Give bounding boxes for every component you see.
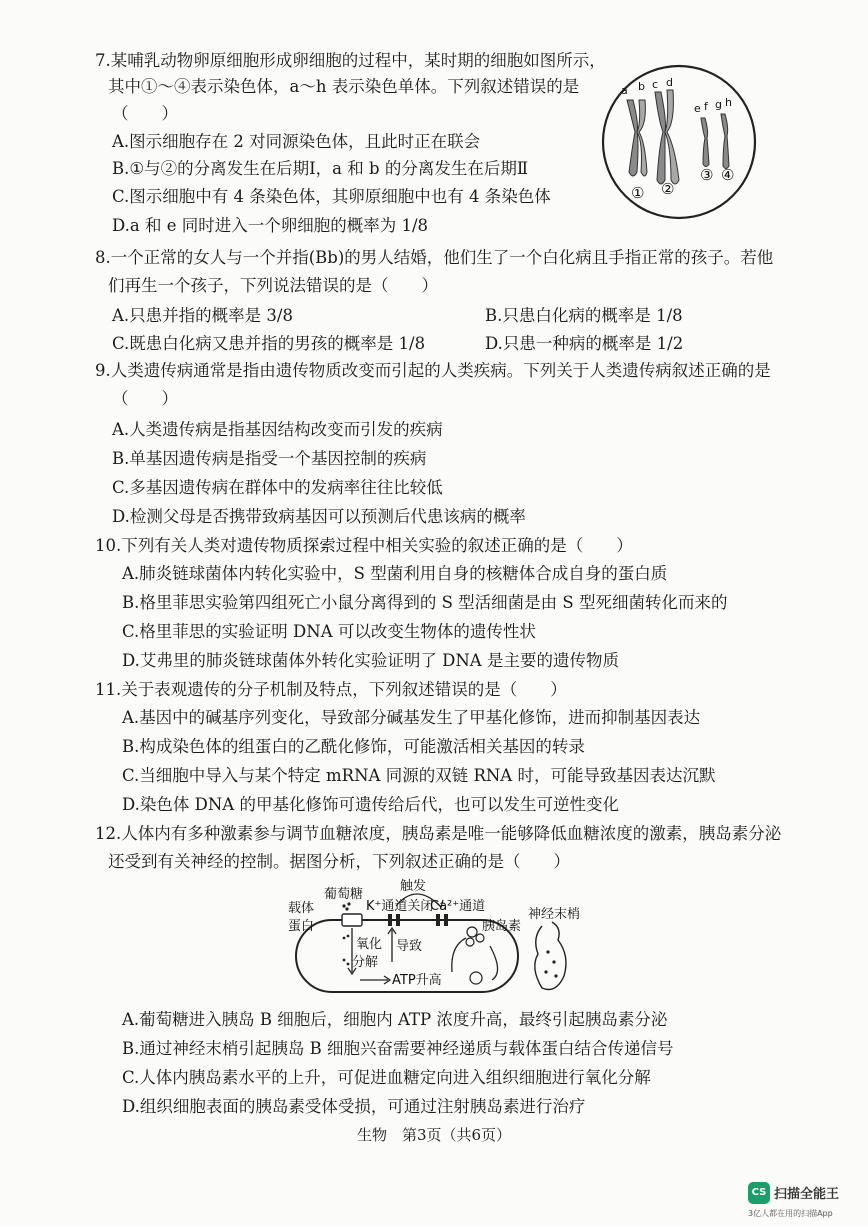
cause-label: 导致 [396,939,423,954]
chromosome-label-1: ① [631,184,645,202]
cs-logo-icon: CS [748,1182,770,1204]
q10-stem: 10.下列有关人类对遗传物质探索过程中相关实验的叙述正确的是（ ） [95,536,633,555]
q8-stem-line-1: 8.一个正常的女人与一个并指(Bb)的男人结婚，他们生了一个白化病且手指正常的孩子。若他 [95,248,774,267]
carrier-label-1: 载体 [288,901,315,916]
chromatid-label-a: a [621,84,628,97]
chromosome-label-2: ② [661,180,675,198]
q7-answer-paren: （ ） [112,104,178,123]
chromatid-label-h: h [725,96,732,109]
q7-stem-line-1: 7.某哺乳动物卵原细胞形成卵细胞的过程中，某时期的细胞如图所示， [95,51,606,70]
q12-option-b: B.通过神经末梢引起胰岛 B 细胞兴奋需要神经递质与载体蛋白结合传递信号 [122,1039,674,1058]
ca-channel [436,914,440,926]
q7-option-a: A.图示细胞存在 2 对同源染色体，且此时正在联会 [112,132,481,151]
carrier-protein [342,914,362,926]
q9-stem-line-1: 9.人类遗传病通常是指由遗传物质改变而引起的人类疾病。下列关于人类遗传病叙述正确的是 [95,361,771,380]
oxidation-label-1: 氧化 [356,937,383,952]
q7-option-b: B.①与②的分离发生在后期Ⅰ，a 和 b 的分离发生在后期Ⅱ [112,159,529,178]
q8-option-a: A.只患并指的概率是 3/8 [112,306,293,325]
page-footer: 生物 第3页（共6页） [356,1126,512,1144]
q7-chromosome-figure [597,62,762,222]
q11-option-b: B.构成染色体的组蛋白的乙酰化修饰，可能激活相关基因的转录 [122,737,585,756]
chromosome-label-3: ③ [700,166,714,184]
q10-option-b: B.格里菲思实验第四组死亡小鼠分离得到的 S 型活细菌是由 S 型死细菌转化而来的 [122,593,728,612]
q11-option-c: C.当细胞中导入与某个特定 mRNA 同源的双链 RNA 时，可能导致基因表达沉默 [122,766,716,785]
q12-stem-line-1: 12.人体内有多种激素参与调节血糖浓度，胰岛素是唯一能够降低血糖浓度的激素，胰岛素分泌 [95,824,782,843]
nerve-ending [535,922,566,990]
insulin-label: 胰岛素 [482,919,522,934]
chromatid-label-b: b [638,80,645,93]
chromosome-label-4: ④ [721,166,735,184]
scanner-name: 扫描全能王 [774,1187,840,1202]
q12-insulin-figure [280,876,620,1004]
q12-option-d: D.组织细胞表面的胰岛素受体受损，可通过注射胰岛素进行治疗 [122,1097,586,1116]
q10-option-c: C.格里菲思的实验证明 DNA 可以改变生物体的遗传性状 [122,622,536,641]
q11-stem: 11.关于表观遗传的分子机制及特点，下列叙述错误的是（ ） [95,680,567,699]
scanner-slogan: 3亿人都在用的扫描App [748,1209,833,1218]
oxidation-label-2: 分解 [352,955,379,970]
chromatid-label-e: e [694,102,701,115]
glucose-dots [342,902,350,965]
chromatid-label-f: f [704,100,708,113]
q11-option-d: D.染色体 DNA 的甲基化修饰可遗传给后代，也可以发生可逆性变化 [122,795,619,814]
glucose-label: 葡萄糖 [324,887,364,902]
chromatid-label-c: c [652,78,659,91]
q10-option-a: A.肺炎链球菌体内转化实验中，S 型菌利用自身的核糖体合成自身的蛋白质 [122,564,668,583]
chromatid-label-d: d [666,76,673,89]
q8-stem-line-2: 们再生一个孩子，下列说法错误的是（ ） [108,276,438,295]
q8-option-d: D.只患一种病的概率是 1/2 [485,334,684,353]
atp-label: ATP升高 [392,973,442,988]
scanner-badge [748,1182,860,1224]
q7-stem-line-2: 其中①～④表示染色体，a～h 表示染色单体。下列叙述错误的是 [108,77,580,96]
q9-option-b: B.单基因遗传病是指受一个基因控制的疾病 [112,449,427,468]
q9-answer-paren: （ ） [112,389,178,408]
trigger-label: 触发 [400,879,427,894]
q7-option-c: C.图示细胞中有 4 条染色体，其卵原细胞中也有 4 条染色体 [112,187,551,206]
insulin-vesicles [466,927,484,984]
k-channel-label: K⁺通道关闭 [366,899,434,914]
q12-option-c: C.人体内胰岛素水平的上升，可促进血糖定向进入组织细胞进行氧化分解 [122,1068,651,1087]
chromatid-label-g: g [715,98,722,111]
q7-option-d: D.a 和 e 同时进入一个卵细胞的概率为 1/8 [112,216,429,235]
q8-option-c: C.既患白化病又患并指的男孩的概率是 1/8 [112,334,426,353]
nerve-label: 神经末梢 [528,907,581,922]
q9-option-c: C.多基因遗传病在群体中的发病率往往比较低 [112,478,443,497]
ca-channel-label: Ca²⁺通道 [430,899,486,914]
q8-option-b: B.只患白化病的概率是 1/8 [485,306,683,325]
q10-option-d: D.艾弗里的肺炎链球菌体外转化实验证明了 DNA 是主要的遗传物质 [122,651,619,670]
q9-option-d: D.检测父母是否携带致病基因可以预测后代患该病的概率 [112,507,526,526]
q12-option-a: A.葡萄糖进入胰岛 B 细胞后，细胞内 ATP 浓度升高，最终引起胰岛素分泌 [122,1010,668,1029]
k-channel [388,914,392,926]
carrier-label-2: 蛋白 [288,919,315,934]
q12-stem-line-2: 还受到有关神经的控制。据图分析，下列叙述正确的是（ ） [108,852,570,871]
q9-option-a: A.人类遗传病是指基因结构改变而引发的疾病 [112,420,443,439]
q11-option-a: A.基因中的碱基序列变化，导致部分碱基发生了甲基化修饰，进而抑制基因表达 [122,708,701,727]
